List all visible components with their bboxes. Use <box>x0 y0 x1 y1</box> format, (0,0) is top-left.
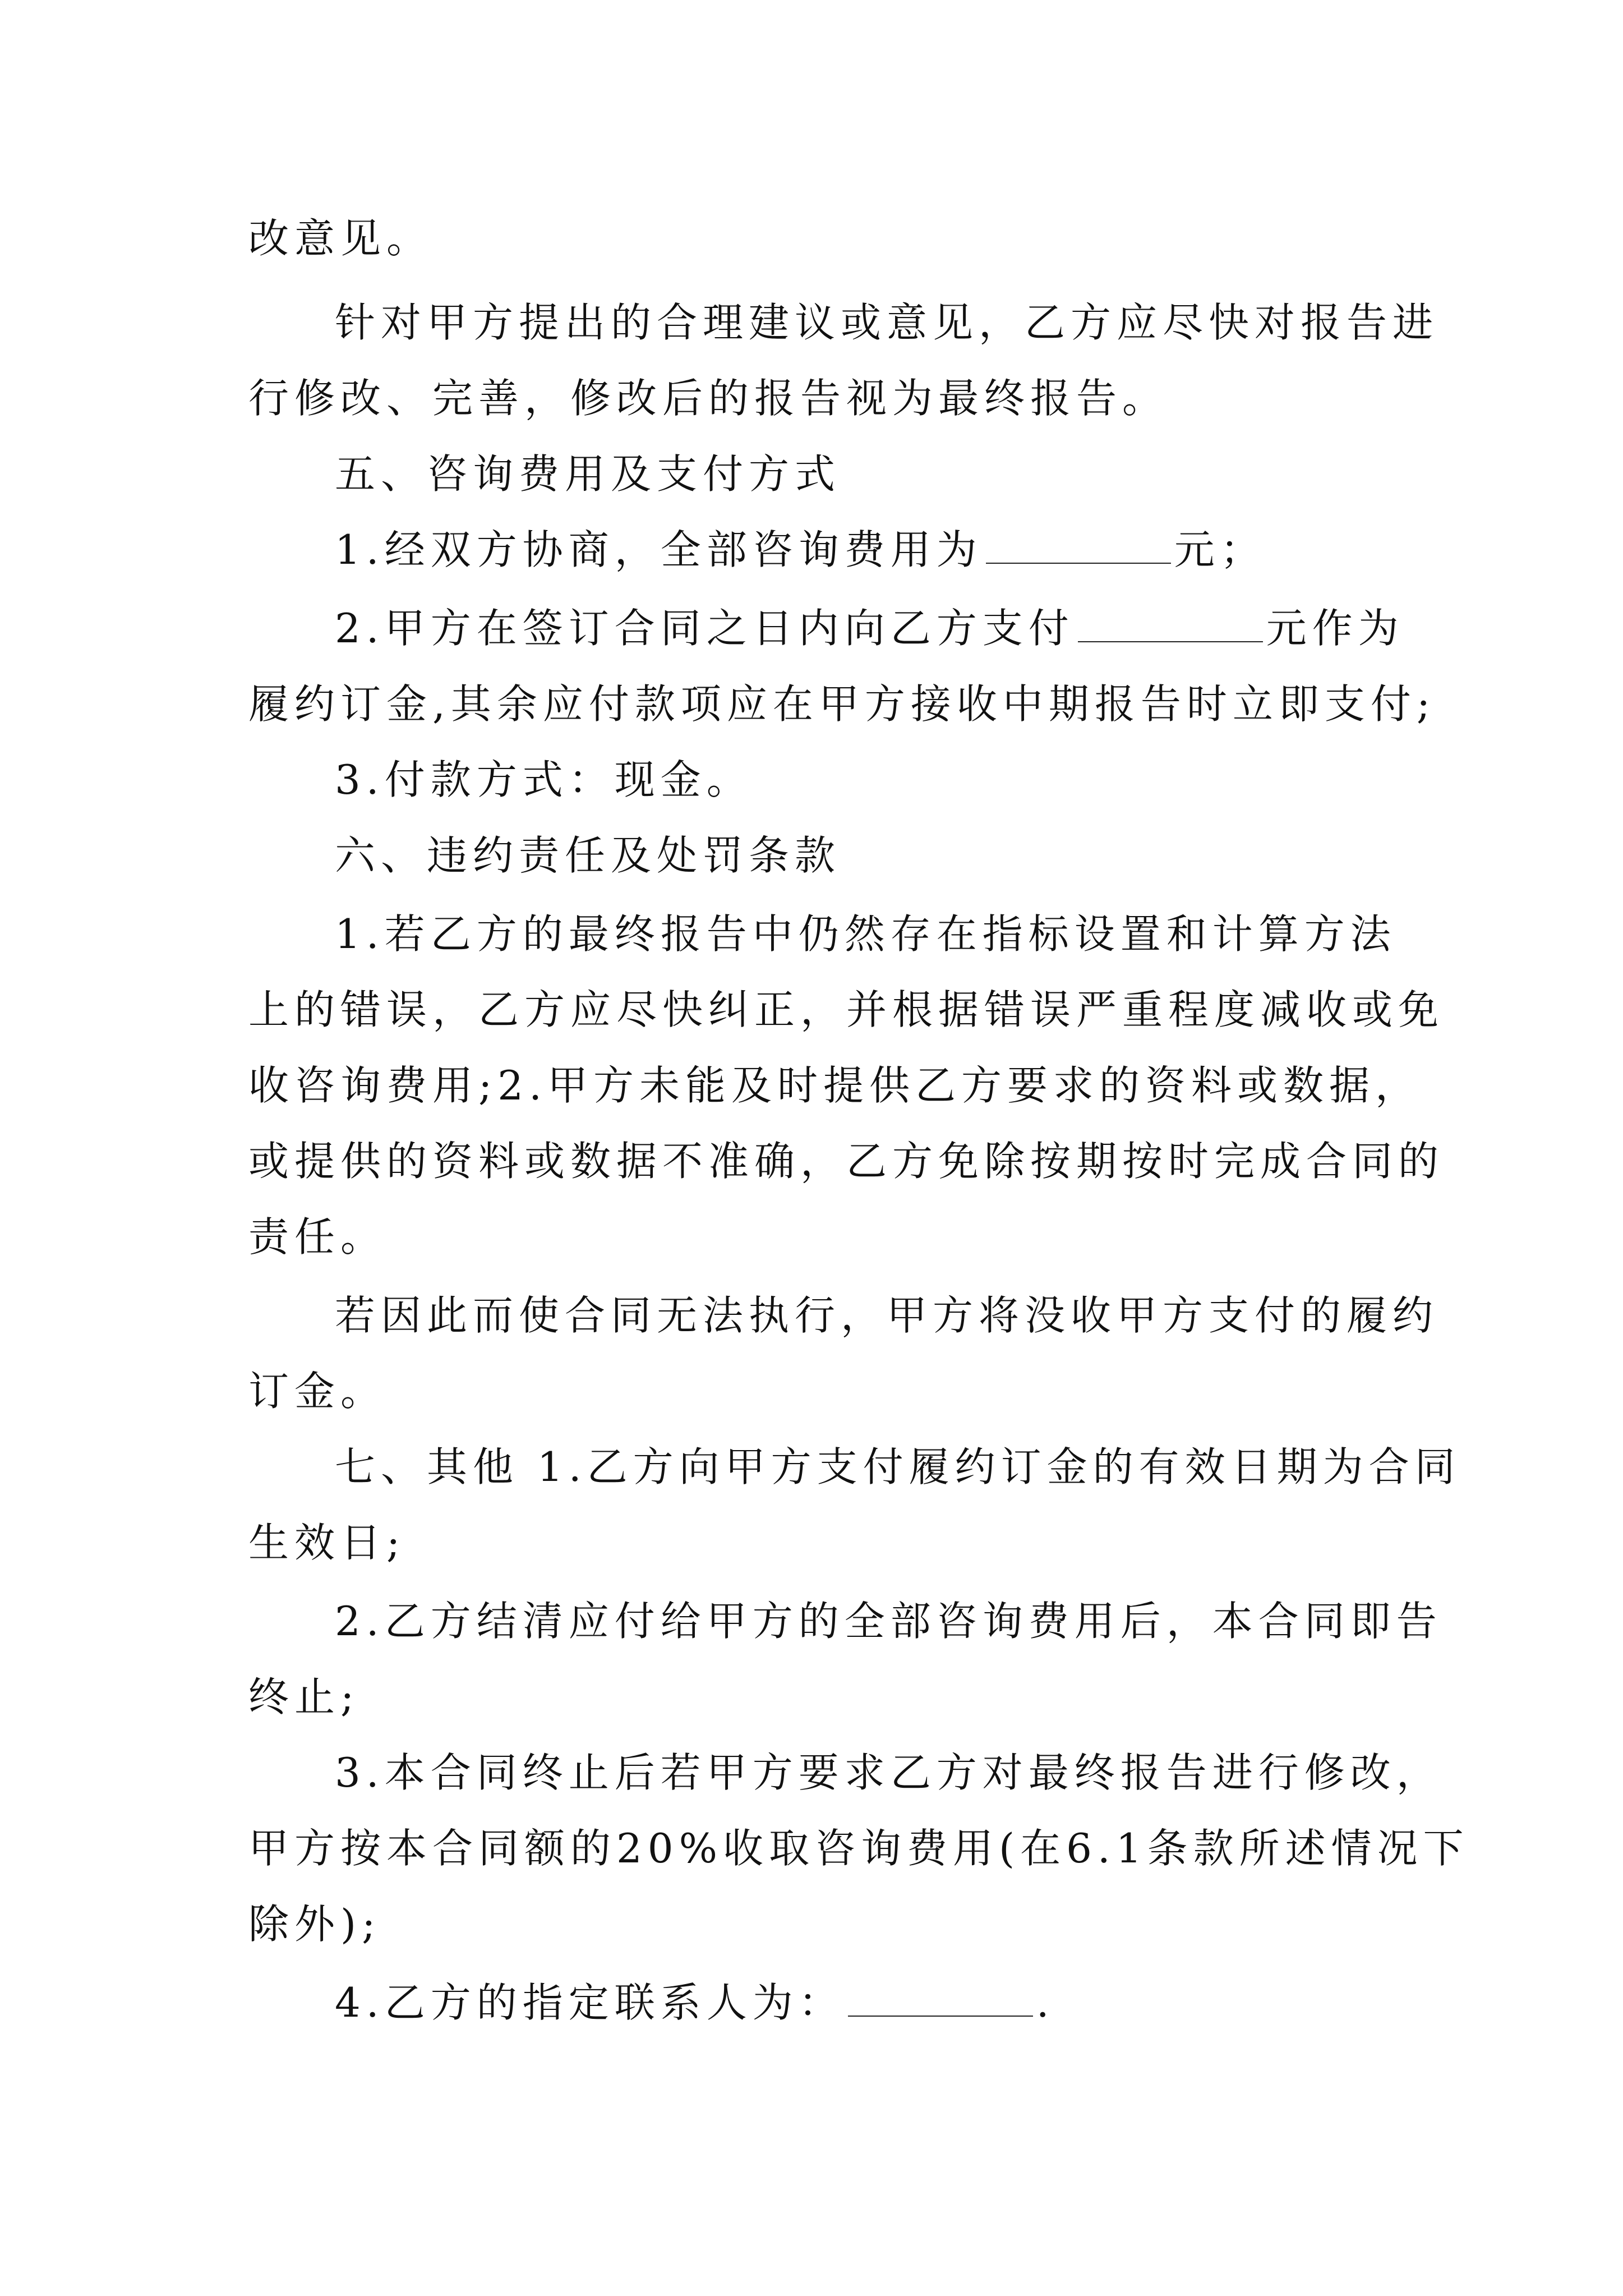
fill-in-blank <box>848 1982 1033 2017</box>
text-line <box>335 1742 1442 1803</box>
text-line <box>248 979 1444 1041</box>
text-run: 或提供的资料或数据不准确，乙方免除按期按时完成合同的 <box>248 1138 1445 1185</box>
text-run: 改意见。 <box>248 215 433 262</box>
text-run: 终止; <box>248 1673 360 1720</box>
text-line <box>335 1972 1055 2033</box>
text-run: 甲方按本合同额的20%收取咨询费用(在6.1条款所述情况下 <box>248 1825 1469 1872</box>
text-run: 收咨询费用;2.甲方未能及时提供乙方要求的资料或数据， <box>248 1062 1421 1109</box>
text-line <box>248 1206 386 1268</box>
text-run: 生效日; <box>248 1519 406 1566</box>
fill-in-blank <box>986 529 1171 564</box>
text-line <box>335 903 1396 965</box>
heading-text: 六、违约责任及处罚条款 <box>335 832 841 879</box>
text-run: 针对甲方提出的合理建议或意见，乙方应尽快对报告进 <box>335 299 1439 346</box>
text-run: 责任。 <box>248 1213 387 1260</box>
text-line <box>248 1666 359 1728</box>
text-run: . <box>1036 1979 1055 2026</box>
text-line <box>335 1590 1442 1652</box>
text-line <box>335 1436 1461 1498</box>
text-run: 3.付款方式：现金。 <box>335 756 753 803</box>
text-line <box>248 1055 1421 1116</box>
text-line <box>248 1360 386 1422</box>
text-line <box>248 1893 381 1955</box>
text-line <box>248 1512 405 1573</box>
fill-in-blank <box>1078 608 1263 642</box>
text-line <box>248 1130 1444 1192</box>
text-run: 履约订金,其余应付款项应在甲方接收中期报告时立即支付; <box>248 680 1436 728</box>
text-run: 4.乙方的指定联系人为： <box>335 1979 845 2026</box>
text-run: 元； <box>1174 526 1266 573</box>
text-line <box>335 1285 1438 1346</box>
text-run: 订金。 <box>248 1368 387 1415</box>
text-line <box>335 519 1266 581</box>
text-run: 2.甲方在签订合同之日内向乙方支付 <box>335 605 1075 652</box>
text-run: 3.本合同终止后若甲方要求乙方对最终报告进行修改， <box>335 1749 1442 1796</box>
text-line <box>335 292 1438 353</box>
text-run: 1.若乙方的最终报告中仍然存在指标设置和计算方法 <box>335 910 1396 958</box>
text-run: 若因此而使合同无法执行，甲方将没收甲方支付的履约 <box>335 1292 1439 1339</box>
text-line <box>248 208 432 269</box>
text-line <box>248 673 1436 735</box>
text-run: 行修改、完善，修改后的报告视为最终报告。 <box>248 375 1169 422</box>
text-line <box>248 367 1168 429</box>
text-line <box>335 597 1404 659</box>
heading-text: 五、咨询费用及支付方式 <box>335 450 841 498</box>
text-run: 上的错误，乙方应尽快纠正，并根据错误严重程度减收或免 <box>248 986 1445 1033</box>
text-run: 七、其他 1.乙方向甲方支付履约订金的有效日期为合同 <box>335 1443 1461 1490</box>
text-run: 2.乙方结清应付给甲方的全部咨询费用后，本合同即告 <box>335 1598 1442 1645</box>
section-heading-6 <box>335 825 841 886</box>
text-run: 1.经双方协商，全部咨询费用为 <box>335 526 983 573</box>
text-run: 除外); <box>248 1901 381 1948</box>
text-run: 元作为 <box>1266 605 1404 652</box>
section-heading-5 <box>335 443 841 505</box>
text-line <box>248 1818 1469 1879</box>
text-line <box>335 749 753 811</box>
